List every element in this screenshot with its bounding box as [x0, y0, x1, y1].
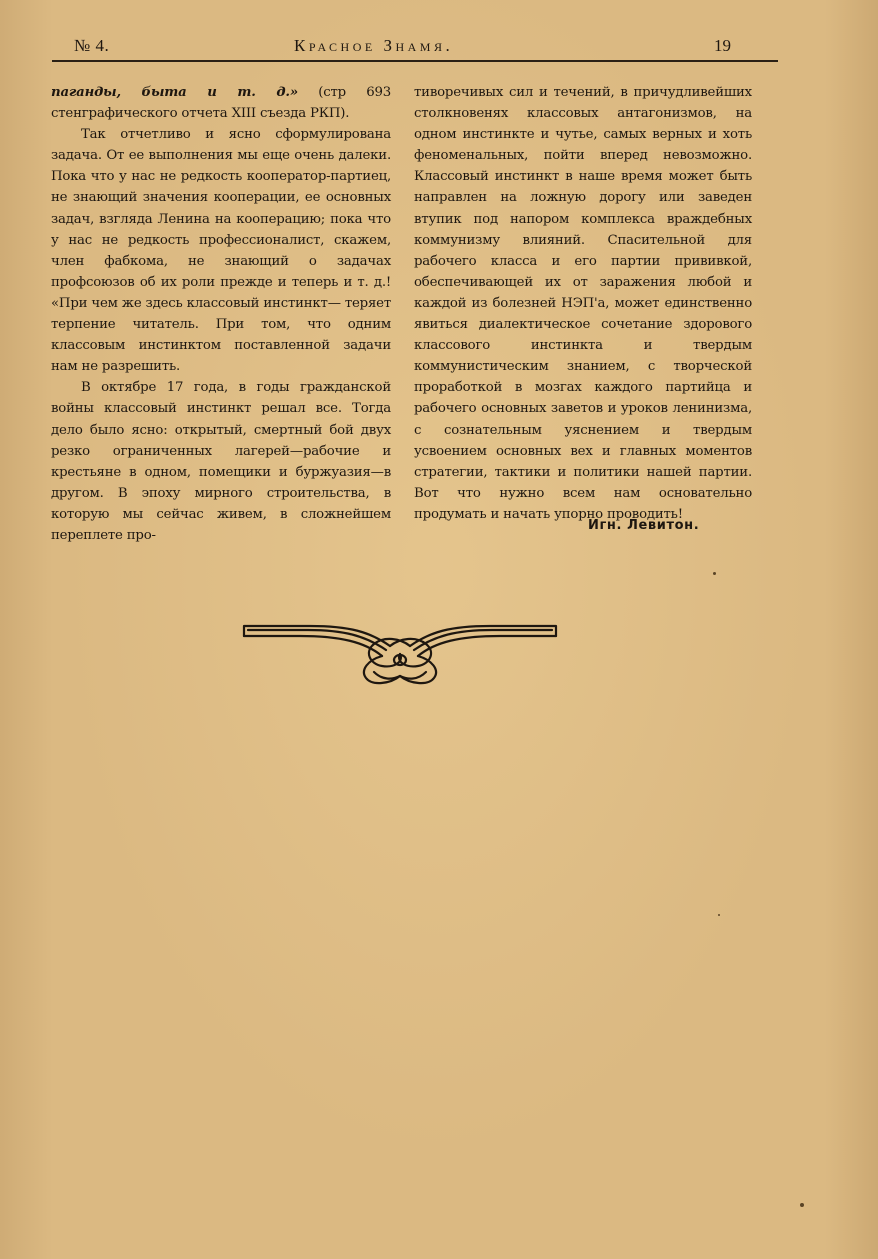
journal-title: Красное Знамя. — [294, 36, 454, 55]
paragraph: тиворечивых сил и течений, в причудливейших столкновенях классовых антагонизмов, на одном инстинкте и чутье, самых верных и хоть феноменальных, пойти вперед невозможно. Классовый инстинкт в наше время может быть направлен на ложную дорогу или заведен втупик под напором комплекса враждебных коммунизму влияний. Спасительной для рабочего класса и его партии прививкой, обеспечивающей их от заражения любой и каждой из болезней НЭП'а, может единственно явиться диалектическое сочетание здорового классового инстинкта и твердым коммунистическим знанием, с творческой проработкой в мозгах каждого партийца и рабочего основных заветов и уроков ленинизма, с сознательным уяснением и твердым усвоением основных вех и главных моментов стратегии, тактики и политики нашей партии. Вот что нужно всем нам основательно продумать и начать упорно проводить! — [414, 85, 752, 522]
right-column — [414, 82, 752, 525]
author-signature: Игн. Левитон. — [588, 518, 700, 533]
quote-ending: паганды, быта и т. д.» — [51, 85, 298, 100]
left-column — [51, 82, 391, 546]
paragraph: Так отчетливо и ясно сформулирована задача. От ее выполнения мы еще очень далеки. Пока что у нас не редкость кооператор-партиец, не знающий значения кооперации, ее основных задач, взгляда Ленина на кооперацию; пока что у нас не редкость профессионалист, скажем, член фабкома, не знающий о задачах профсоюзов об их роли прежде и теперь и т. д.! «При чем же здесь классовый инстинкт— теряет терпение читатель. При том, что одним классовым инстинктом поставленной задачи нам не разрешить. — [51, 127, 391, 375]
citation-text: (стр 693 стенграфического отчета XIII съезда РКП). — [51, 85, 391, 122]
paper-speck — [800, 1203, 804, 1207]
art-nouveau-ornament-icon — [240, 620, 560, 690]
paper-speck — [718, 914, 720, 916]
paragraph-continuation — [51, 82, 391, 124]
header-rule — [52, 60, 778, 62]
page-header — [66, 34, 766, 58]
paper-speck — [713, 572, 716, 575]
paragraph: В октябре 17 года, в годы гражданской войны классовый инстинкт решал все. Тогда дело было ясно: открытый, смертный бой двух резко ограниченных лагерей—рабочие и крестьяне в одном, помещики и буржуазия—в другом. В эпоху мирного строительства, в которую мы сейчас живем, в сложнейшем переплете про- — [51, 380, 391, 543]
issue-number: № 4. — [74, 36, 110, 55]
page-number: 19 — [714, 36, 731, 55]
